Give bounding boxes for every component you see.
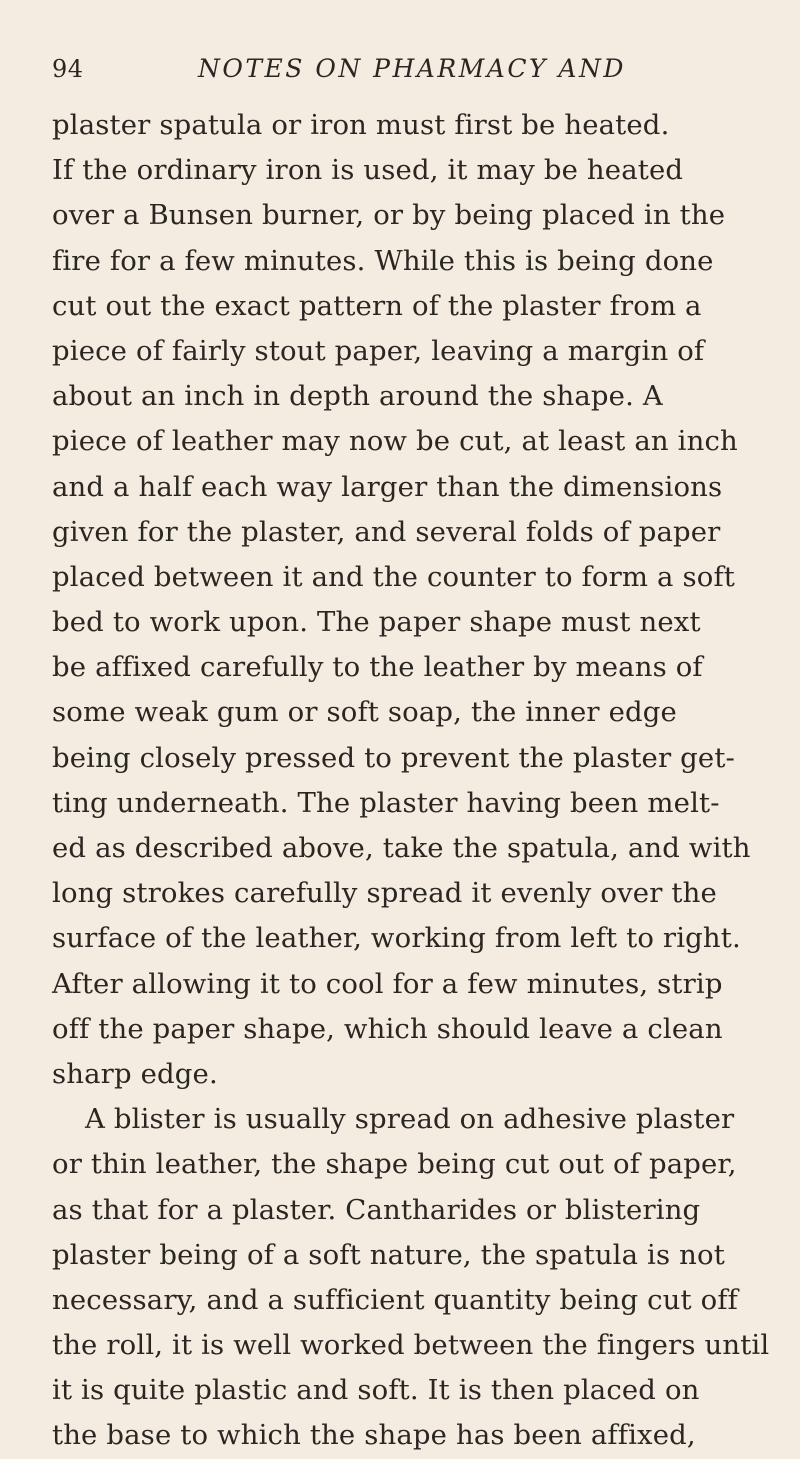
text-line: placed between it and the counter to form a soft bbox=[52, 560, 735, 593]
text-line: or thin leather, the shape being cut out of paper, bbox=[52, 1148, 737, 1181]
text-line: bed to work upon. The paper shape must next bbox=[52, 606, 701, 639]
text-line: about an inch in depth around the shape. A bbox=[52, 380, 663, 413]
paragraph-first-line: A blister is usually spread on adhesive plaster bbox=[85, 1103, 735, 1136]
text-line: plaster being of a soft nature, the spatula is not bbox=[52, 1238, 725, 1271]
text-line: cut out the exact pattern of the plaster from a bbox=[52, 289, 702, 322]
text-line: the roll, it is well worked between the fingers until bbox=[52, 1329, 770, 1362]
text-line: be affixed carefully to the leather by means of bbox=[52, 651, 703, 684]
text-line: necessary, and a sufficient quantity being cut off bbox=[52, 1283, 738, 1316]
text-line: it is quite plastic and soft. It is then placed on bbox=[52, 1374, 700, 1407]
text-line: If the ordinary iron is used, it may be heated bbox=[52, 154, 684, 187]
text-line: After allowing it to cool for a few minutes, strip bbox=[52, 967, 723, 1000]
text-line: plaster spatula or iron must first be heated. bbox=[52, 109, 670, 141]
text-line: as that for a plaster. Cantharides or blistering bbox=[52, 1193, 701, 1226]
text-line: off the paper shape, which should leave a clean bbox=[52, 1012, 723, 1045]
text-line: piece of fairly stout paper, leaving a margin of bbox=[52, 334, 705, 367]
page-number: 94 bbox=[52, 55, 84, 83]
running-head: NOTES ON PHARMACY AND bbox=[198, 54, 626, 83]
text-line: some weak gum or soft soap, the inner edge bbox=[52, 696, 677, 729]
text-line: long strokes carefully spread it evenly over the bbox=[52, 877, 717, 910]
text-line: over a Bunsen burner, or by being placed in the bbox=[52, 199, 726, 232]
text-line: given for the plaster, and several folds of paper bbox=[52, 515, 721, 548]
text-line: being closely pressed to prevent the plaster get- bbox=[52, 741, 735, 774]
text-line: the base to which the shape has been affixed, bbox=[52, 1419, 696, 1452]
text-line: fire for a few minutes. While this is being done bbox=[52, 244, 714, 277]
text-line: piece of leather may now be cut, at least an inch bbox=[52, 425, 738, 458]
text-line: surface of the leather, working from left to right. bbox=[52, 922, 741, 955]
text-line: ting underneath. The plaster having been melt- bbox=[52, 786, 720, 819]
text-line: ed as described above, take the spatula, and with bbox=[52, 832, 751, 864]
text-line: sharp edge. bbox=[52, 1057, 218, 1090]
body-text bbox=[52, 103, 772, 1459]
text-line: and a half each way larger than the dimensions bbox=[52, 470, 723, 503]
